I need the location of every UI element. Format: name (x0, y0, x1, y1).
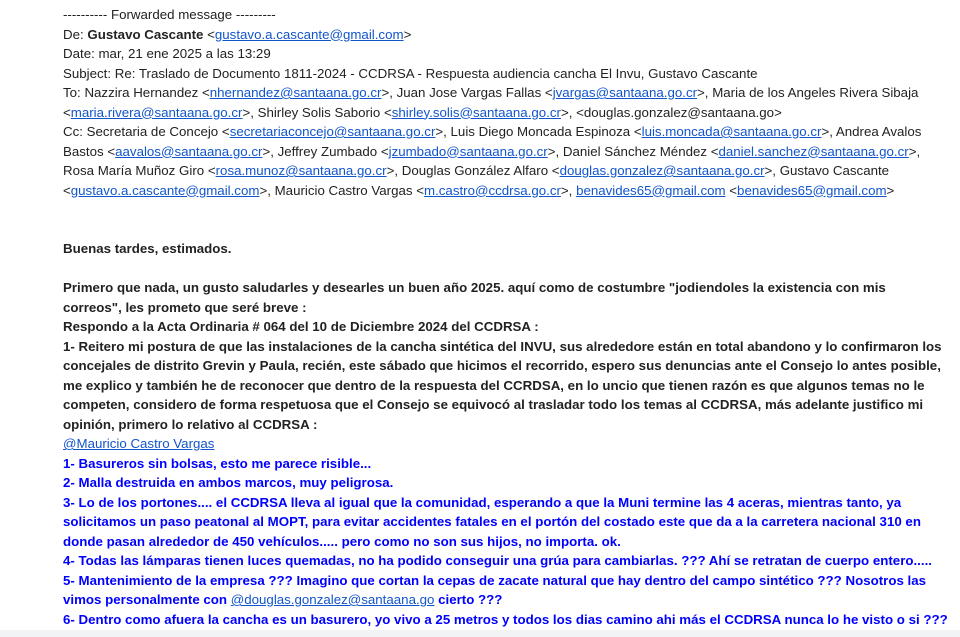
recipient-email-link[interactable]: jvargas@santaana.go.cr (552, 85, 698, 100)
to-line: To: Nazzira Hernandez <nhernandez@santaana.go.cr>, Juan Jose Vargas Fallas <jvargas@santaana.go.cr>, Maria de los Angeles Rivera Sibaja <maria.rivera@santaana.go.cr>, Shirley Solis Saborio <shirley.solis@santaana.go.cr>, <douglas.gonzalez@santaana.go> (63, 85, 919, 120)
recipient-email-link[interactable]: maria.rivera@santaana.go.cr (70, 104, 243, 120)
mention-link[interactable]: @Mauricio Castro Vargas (63, 436, 215, 451)
date-line: Date: mar, 21 ene 2025 a las 13:29 (63, 46, 271, 61)
list-item: 4- Todas las lámparas tienen luces quemadas, no ha podido conseguir una grúa para cambiarlas. ??? Ahí se retratan de cuerpo entero..... (63, 553, 932, 568)
sender-email-link[interactable]: gustavo.a.cascante@gmail.com (214, 26, 404, 42)
recipient-email-plain: douglas.gonzalez@santaana.go (583, 104, 775, 120)
cc-line: Cc: Secretaria de Concejo <secretariaconcejo@santaana.go.cr>, Luis Diego Moncada Espinoza <luis.moncada@santaana.go.cr>, Andrea Avalos Bastos <aavalos@santaana.go.cr>, Jeffrey Zumbado <jzumbado@santaana.go.cr>, Daniel Sánchez Méndez <daniel.sanchez@santaana.go.cr>, Rosa María Muñoz Giro <rosa.munoz@santaana.go.cr>, Douglas González Alfaro <douglas.gonzalez@santaana.go.cr>, Gustavo Cascante <gustavo.a.cascante@gmail.com>, Mauricio Castro Vargas <m.castro@ccdrsa.go.cr>, benavides65@gmail.com <benavides65@gmail.com> (63, 124, 922, 198)
cc-email-link[interactable]: daniel.sanchez@santaana.go.cr (718, 143, 909, 159)
list-item: 5- Mantenimiento de la empresa ??? Imagino que cortan la cepas de zacate natural que hay dentro del campo sintético ??? Nosotros las vimos personalmente con @douglas.gonzalez@santaana.go cierto ??? (63, 572, 927, 607)
recipient-email-link[interactable]: shirley.solis@santaana.go.cr (391, 104, 561, 120)
cc-email-link[interactable]: luis.moncada@santaana.go.cr (641, 124, 822, 139)
from-line: De: Gustavo Cascante <gustavo.a.cascante@gmail.com> (63, 26, 412, 42)
recipient-email-link[interactable]: nhernandez@santaana.go.cr (209, 85, 382, 100)
cc-email-link[interactable]: rosa.munoz@santaana.go.cr (215, 163, 387, 178)
reply-reference: Respondo a la Acta Ordinaria # 064 del 10 de Diciembre 2024 del CCDRSA : (63, 319, 539, 334)
list-item: 1- Basureros sin bolsas, esto me parece risible... (63, 455, 372, 471)
cc-email-link[interactable]: secretariaconcejo@santaana.go.cr (229, 124, 436, 139)
greeting: Buenas tardes, estimados. (63, 241, 232, 256)
cc-email-link[interactable]: jzumbado@santaana.go.cr (388, 143, 548, 159)
cc-email-link[interactable]: benavides65@gmail.com (737, 182, 887, 198)
sender-name: Gustavo Cascante (87, 26, 204, 42)
list-item: 3- Lo de los portones.... el CCDRSA lleva al igual que la comunidad, esperando a que la Muni termine las 4 aceras, mientras tanto, ya solicitamos un paso peatonal al MOPT, para evitar accidentes fatales en el portón del costado este que da a la carretera nacional 310 en donde pasan alrededor de 450 vehículos..... pero como no son sus hijos, no importa. ok. (63, 494, 921, 549)
cc-email-link[interactable]: aavalos@santaana.go.cr (115, 143, 263, 159)
cc-email-link[interactable]: benavides65@gmail.com (576, 182, 726, 198)
cc-email-link[interactable]: m.castro@ccdrsa.go.cr (424, 182, 561, 198)
subject-line: Subject: Re: Traslado de Documento 1811-2024 - CCDRSA - Respuesta audiencia cancha El Invu, Gustavo Cascante (63, 65, 758, 81)
mention-link[interactable]: @douglas.gonzalez@santaana.go (230, 592, 435, 607)
point-1: 1- Reitero mi postura de que las instalaciones de la cancha sintética del INVU, sus alrededore están en total abandono y lo confirmaron los concejales de distrito Grevin y Paula, recién, este sábado que hicimos el recorrido, espero sus denuncias ante el Consejo lo antes posible, me explico y también he de reconocer que dentro de la respuesta del CCRDSA, en lo uncio que tienen razón es que algunos temas no le competen, considero de forma respetuosa que el Consejo se equivocó al trasladar todo los temas al CCDRSA, más adelante justifico mi opinión, primero lo relativo al CCDRSA : (63, 338, 942, 432)
cc-email-link[interactable]: gustavo.a.cascante@gmail.com (70, 182, 260, 198)
forwarded-label: ---------- Forwarded message --------- (63, 7, 276, 22)
list-item: 2- Malla destruida en ambos marcos, muy peligrosa. (63, 475, 394, 490)
cc-email-link[interactable]: douglas.gonzalez@santaana.go.cr (559, 163, 765, 178)
intro-paragraph: Primero que nada, un gusto saludarles y desearles un buen año 2025. aquí como de costumbre "jodiendoles la existencia con mis correos", les prometo que seré breve : (63, 280, 886, 315)
bottom-divider (0, 630, 960, 637)
list-item: 6- Dentro como afuera la cancha es un basurero, yo vivo a 25 metros y todos los dias camino ahi más el CCDRSA nunca lo he visto o si ??? (63, 611, 948, 627)
